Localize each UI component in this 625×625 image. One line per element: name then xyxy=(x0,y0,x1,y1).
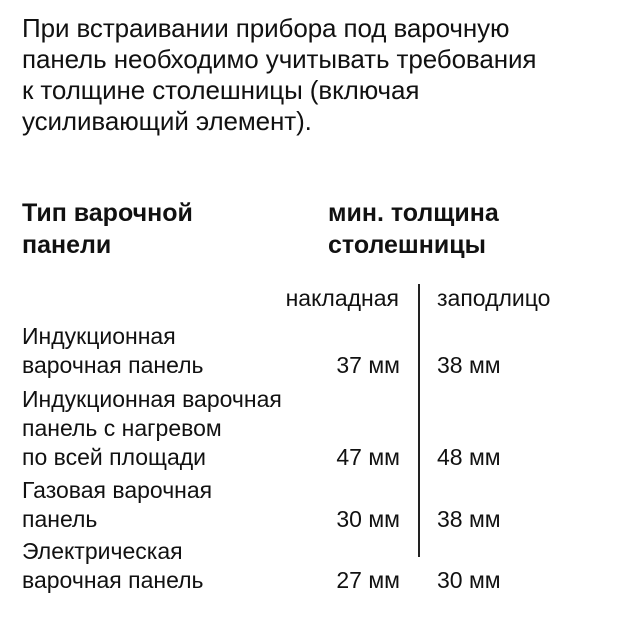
table-row-induction-full-area xyxy=(22,385,612,472)
row-label: Электрическая варочная панель xyxy=(22,538,204,593)
row-label: Индукционная варочная панель с нагревом по всей площади xyxy=(22,386,282,470)
table-row-electric xyxy=(22,537,612,595)
value-overlay: 47 мм xyxy=(336,444,400,470)
intro-paragraph: При встраивании прибора под варочную панель необходимо учитывать требования к толщине столешницы (включая усиливающий элемент). xyxy=(22,13,537,136)
value-flush: 48 мм xyxy=(437,444,501,470)
value-flush: 38 мм xyxy=(437,352,501,378)
value-overlay: 37 мм xyxy=(336,352,400,378)
column-header-min-thickness: мин. толщина столешницы xyxy=(328,199,499,259)
row-label: Газовая варочная панель xyxy=(22,477,213,532)
value-overlay: 30 мм xyxy=(336,506,400,532)
column-header-cooktop-type: Тип варочной панели xyxy=(22,199,193,259)
row-label: Индукционная варочная панель xyxy=(22,323,204,378)
table-row-gas xyxy=(22,476,612,534)
subheader-overlay: накладная xyxy=(285,285,399,311)
value-flush: 38 мм xyxy=(437,506,501,532)
subheader-flush: заподлицо xyxy=(437,285,551,311)
value-overlay: 27 мм xyxy=(336,567,400,593)
table-row-induction xyxy=(22,322,612,380)
value-flush: 30 мм xyxy=(437,567,501,593)
